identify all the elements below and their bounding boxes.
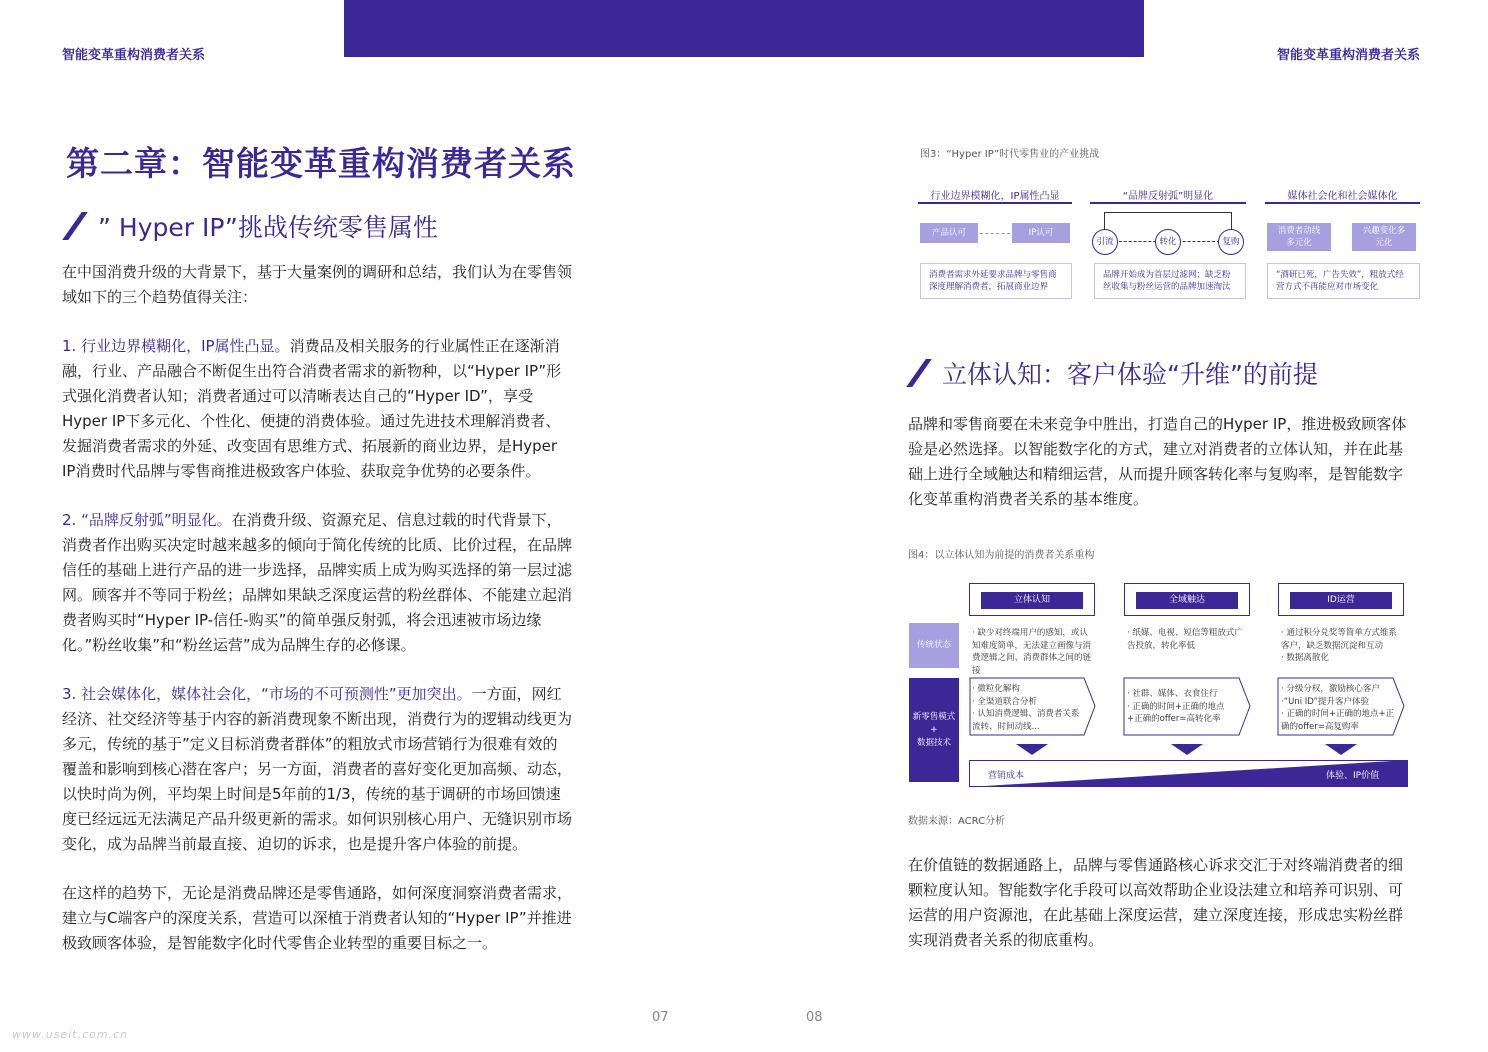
trend-3 xyxy=(62,682,572,857)
trend-2-body: 在消费升级、资源充足、信息过载的时代背景下，消费者作出购买决定时越来越多的倾向于简化传统的比质、比价过程，在品牌信任的基础上进行产品的进一步选择，品牌实质上成为购买选择的第一层过滤网。顾客并不等同于粉丝；品牌如果缺乏深度运营的粉丝群体、不能建立起消费者购买时“Hyper IP-信任-购买”的简单强反射弧，将会迅速被市场边缘化。”粉丝收集”和“粉丝运营”成为品牌生存的必修课。 xyxy=(62,511,573,654)
trend-1 xyxy=(62,334,572,484)
fig4-col1-label: 立体认知 xyxy=(981,592,1083,609)
fig3-caption: 图3：“Hyper IP”时代零售业的产业挑战 xyxy=(920,149,1100,160)
fig3-circle-repurchase: 复购 xyxy=(1218,229,1244,255)
left-body xyxy=(62,260,572,980)
fig4-c3-bottom: · 分级分权，激励核心客户 ·“Uni ID”提升客户体验 · 正确的时间+正确的地点+正确的offer=高复购率 xyxy=(1281,684,1395,732)
section-heading-right xyxy=(906,355,1318,391)
fig3-col3-title: 媒体社会化和社会媒体化 xyxy=(1287,191,1398,202)
fig4-col3-head xyxy=(1278,583,1404,616)
fig3-pill-product: 产品认可 xyxy=(920,223,978,243)
intro-paragraph: 在中国消费升级的大背景下，基于大量案例的调研和总结，我们认为在零售领域如下的三个趋势值得关注： xyxy=(62,263,573,306)
fig3-col2-note: 品牌开始成为首层过滤网；缺乏粉丝收集与粉丝运营的品牌加速淘汰 xyxy=(1094,263,1246,299)
section-heading-left xyxy=(62,208,438,244)
fig4-c2-bottom: · 社群、媒体、衣食住行 · 正确的时间+正确的地点+正确的offer=高转化率 xyxy=(1127,689,1225,724)
trend-2-lead: 2. “品牌反射弧”明显化。 xyxy=(62,511,232,529)
section-title: ” Hyper IP”挑战传统零售属性 xyxy=(98,213,438,242)
fig4-side-traditional: 传统状态 xyxy=(909,623,959,668)
right-para-1: 品牌和零售商要在未来竞争中胜出，打造自己的Hyper IP，推进极致顾客体验是必然选择。以智能数字化的方式，建立对消费者的立体认知，并在此基础上进行全域触达和精细运营，从而提升顾客转化率与复购率，是智能数字化变革重构消费者关系的基本维度。 xyxy=(908,415,1407,508)
fig3-col2-title: “品牌反射弧”明显化 xyxy=(1122,191,1214,202)
fig4-down-arrow-1 xyxy=(1016,744,1048,755)
fig4-side-new: 新零售模式 + 数据技术 xyxy=(909,678,959,782)
fig3-circle-traffic: 引流 xyxy=(1092,229,1118,255)
fig3-col3-note: “酒研已死，广告失效”，粗放式经营方式不再能应对市场变化 xyxy=(1267,263,1420,299)
fig4-down-arrow-2 xyxy=(1171,744,1203,755)
fig3-col2-rule xyxy=(1090,202,1246,204)
right-section-title: 立体认知：客户体验“升维”的前提 xyxy=(942,360,1318,389)
fig4-c1-top: · 缺少对终端用户的感知，或认知难度简单，无法建立画像与消费逻辑之间、消费群体之间的链接 xyxy=(972,628,1092,676)
right-para-2: 在价值链的数据通路上，品牌与零售通路核心诉求交汇于对终端消费者的细颗粒度认知。智能数字化手段可以高效帮助企业设法建立和培养可识别、可运营的用户资源池，在此基础上深度运营，建立深度连接，形成忠实粉丝群实现消费者关系的彻底重构。 xyxy=(908,856,1404,949)
trend-3-lead: 3. 社会媒体化，媒体社会化，“市场的不可预测性”更加突出。 xyxy=(62,685,472,703)
trend-1-lead: 1. 行业边界模糊化，IP属性凸显。 xyxy=(62,337,290,355)
fig4-caption: 图4：以立体认知为前提的消费者关系重构 xyxy=(908,550,1095,561)
fig4-down-arrow-3 xyxy=(1325,744,1357,755)
top-banner xyxy=(344,0,1144,57)
trend-1-body: 消费品及相关服务的行业属性正在逐渐消融，行业、产品融合不断促生出符合消费者需求的新物种，以“Hyper IP”形式强化消费者认知；消费者通过可以清晰表达自己的“Hyper ID”，享受Hyper IP下多元化、个性化、便捷的消费体验。通过先进技术理解消费者、发掘消费者需求的外延、改变固有思维方式、拓展新的商业边界，是Hyper IP消费时代品牌与零售商推进极致客户体验、获取竞争优势的必要条件。 xyxy=(62,337,562,480)
header-left-title: 智能变革重构消费者关系 xyxy=(62,48,206,63)
fig3-col1-rule xyxy=(918,202,1072,204)
page-number-right: 08 xyxy=(806,1010,823,1025)
fig4-col1-head xyxy=(969,583,1095,616)
slash-icon xyxy=(62,212,88,240)
fig3-pill-consumer: 消费者动线多元化 xyxy=(1267,223,1331,251)
chapter-title: 第二章：智能变革重构消费者关系 xyxy=(66,144,576,183)
trend-2 xyxy=(62,508,572,658)
fig4-bar-left: 营销成本 xyxy=(988,771,1025,781)
page-number-left: 07 xyxy=(652,1010,669,1025)
trend-3-body: 一方面，网红经济、社交经济等基于内容的新消费现象不断出现，消费行为的逻辑动线更为多元，传统的基于”定义目标消费者群体”的粗放式市场营销行为很难有效的覆盖和影响到核心潜在客户；另一方面，消费者的喜好变化更加高频、动态，以快时尚为例，平均架上时间是5年前的1/3，传统的基于调研的市场回馈速度已经远远无法满足产品升级更新的需求。如何识别核心用户、无缝识别市场变化，成为品牌当前最直接、迫切的诉求，也是提升客户体验的前提。 xyxy=(62,685,573,853)
fig3-pill-interest: 兴趣变化多元化 xyxy=(1352,223,1416,251)
slash-icon xyxy=(906,359,932,387)
fig3-pill-ip: IP认可 xyxy=(1012,223,1070,243)
fig4-c3-top: · 通过积分兑奖等简单方式维系客户，缺乏数据沉淀和互动 · 数据离散化 xyxy=(1281,628,1397,663)
fig4-source: 数据来源：ACRC分析 xyxy=(908,816,1006,827)
fig4-bar-right: 体验、IP价值 xyxy=(1326,771,1380,781)
fig3-circle-convert: 转化 xyxy=(1155,229,1181,255)
watermark: www.useit.com.cn xyxy=(12,1028,129,1041)
conclusion-paragraph: 在这样的趋势下，无论是消费品牌还是零售通路，如何深度洞察消费者需求，建立与C端客户的深度关系，营造可以深植于消费者认知的“Hyper IP”并推进极致顾客体验，是智能数字化时代零售企业转型的重要目标之一。 xyxy=(62,884,573,952)
fig4-col3-label: ID运营 xyxy=(1290,592,1392,609)
fig4-col2-head xyxy=(1124,583,1250,616)
fig4-c2-top: · 纸媒、电视、短信等粗放式广告投放，转化率低 xyxy=(1127,628,1243,651)
fig3-col3-rule xyxy=(1265,202,1420,204)
fig3-col1-note: 消费者需求外延要求品牌与零售商深度理解消费者，拓展商业边界 xyxy=(920,263,1072,299)
header-right-title: 智能变革重构消费者关系 xyxy=(1276,48,1420,63)
fig3-arrow xyxy=(980,233,1010,234)
fig4-col2-label: 全域触达 xyxy=(1136,592,1238,609)
fig4-c1-bottom: · 微粒化解构 · 全渠道联合分析 · 认知消费逻辑、消费者关系流转、时间动线... xyxy=(972,684,1080,732)
fig3-col1-title: 行业边界模糊化，IP属性凸显 xyxy=(930,191,1060,202)
